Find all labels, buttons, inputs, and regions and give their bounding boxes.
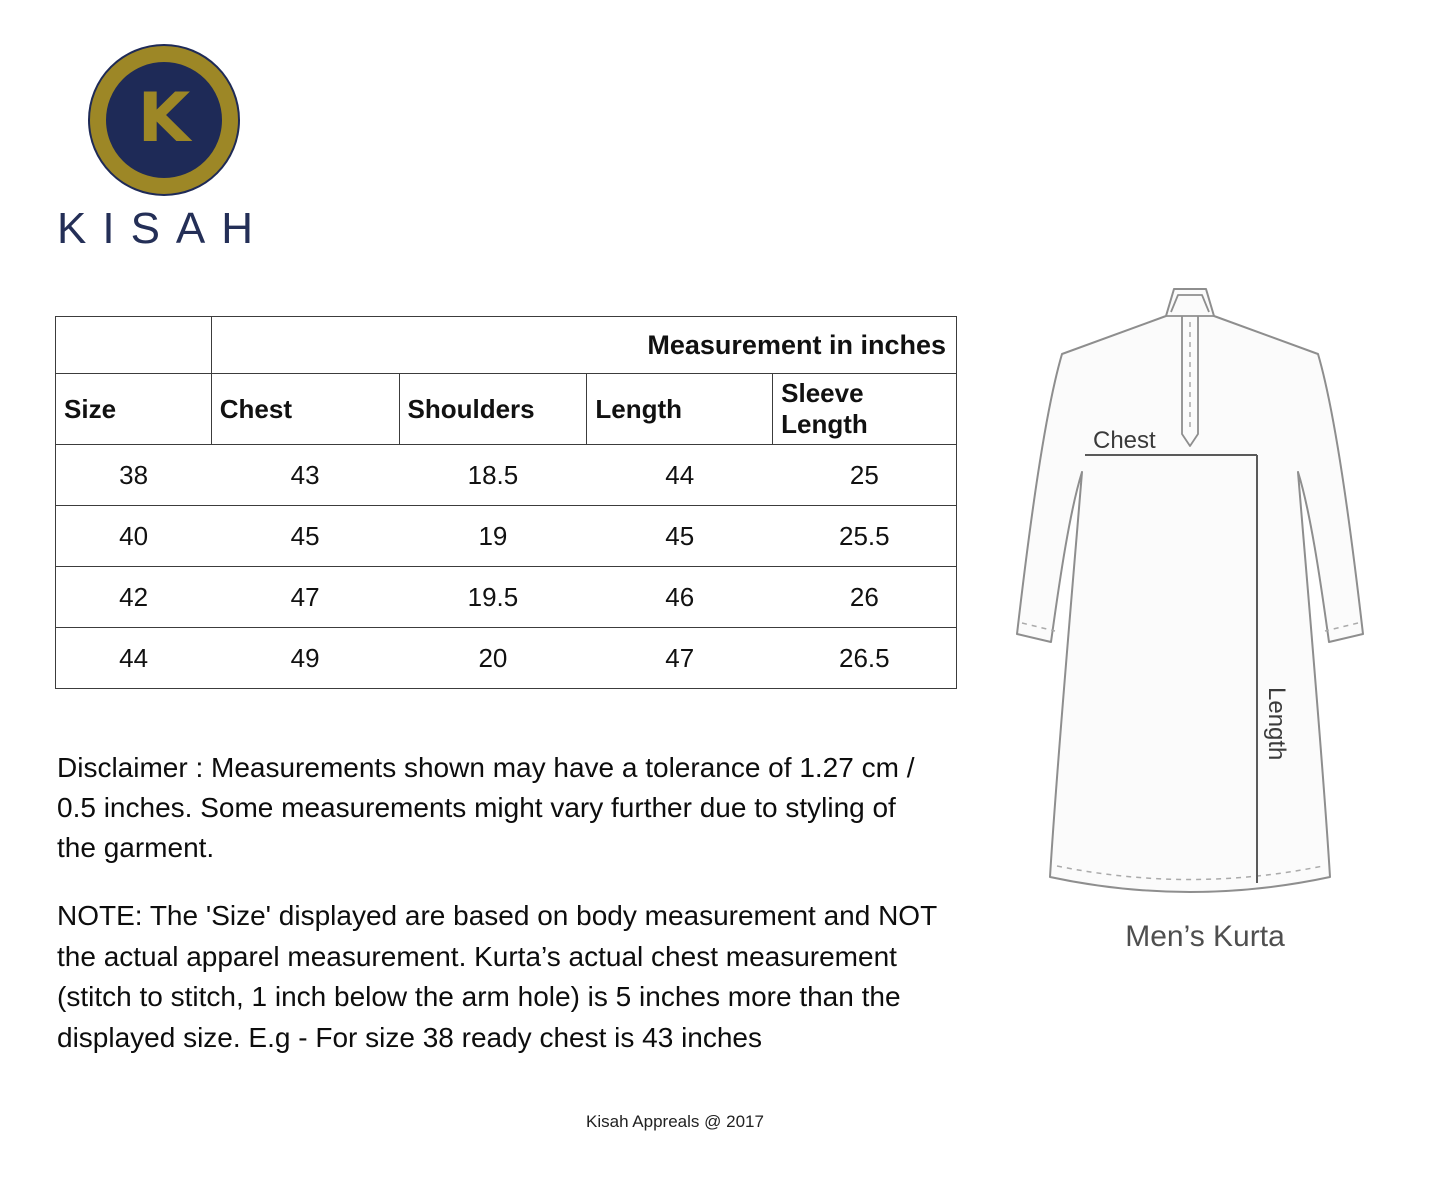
header-row <box>56 374 957 445</box>
kurta-caption: Men’s Kurta <box>1125 920 1285 953</box>
brand-name: KISAH <box>57 204 270 253</box>
chest-label: Chest <box>1093 427 1156 454</box>
table-row <box>56 567 957 628</box>
table-row <box>56 445 957 506</box>
cell-size: 42 <box>56 567 212 628</box>
cell-sleeve-length: 25 <box>773 445 957 506</box>
caption-row <box>56 317 957 374</box>
cell-size: 44 <box>56 628 212 689</box>
cell-shoulders: 19 <box>399 506 587 567</box>
col-header-size: Size <box>56 374 212 445</box>
caption-empty-cell <box>56 317 212 374</box>
cell-size: 40 <box>56 506 212 567</box>
col-header-chest: Chest <box>211 374 399 445</box>
cell-length: 44 <box>587 445 773 506</box>
cell-shoulders: 19.5 <box>399 567 587 628</box>
col-header-sleeve-length: Sleeve Length <box>773 374 957 445</box>
disclaimer-text: Disclaimer : Measurements shown may have a tolerance of 1.27 cm / 0.5 inches. Some measurements might vary further due to styling of the garment. <box>57 752 915 863</box>
note-text: NOTE: The 'Size' displayed are based on body measurement and NOT the actual apparel measurement. Kurta’s actual chest measurement (stitch to stitch, 1 inch below the arm hole) is 5 inches more than the displayed size. E.g - For size 38 ready chest is 43 inches <box>57 900 937 1053</box>
cell-sleeve-length: 26.5 <box>773 628 957 689</box>
size-chart-table <box>55 316 957 689</box>
cell-length: 46 <box>587 567 773 628</box>
cell-length: 45 <box>587 506 773 567</box>
cell-chest: 45 <box>211 506 399 567</box>
cell-sleeve-length: 26 <box>773 567 957 628</box>
kurta-diagram <box>985 282 1425 922</box>
table-row <box>56 506 957 567</box>
cell-sleeve-length: 25.5 <box>773 506 957 567</box>
cell-chest: 43 <box>211 445 399 506</box>
cell-shoulders: 18.5 <box>399 445 587 506</box>
cell-chest: 47 <box>211 567 399 628</box>
cell-shoulders: 20 <box>399 628 587 689</box>
col-header-length: Length <box>587 374 773 445</box>
footer-text: Kisah Appreals @ 2017 <box>586 1112 764 1131</box>
kurta-outline <box>1017 289 1363 892</box>
cell-length: 47 <box>587 628 773 689</box>
cell-size: 38 <box>56 445 212 506</box>
logo-letter: K <box>137 78 191 158</box>
brand-logo-icon <box>90 46 238 194</box>
table-caption: Measurement in inches <box>211 317 956 374</box>
col-header-shoulders: Shoulders <box>399 374 587 445</box>
cell-chest: 49 <box>211 628 399 689</box>
length-label: Length <box>1263 687 1290 761</box>
table-row <box>56 628 957 689</box>
